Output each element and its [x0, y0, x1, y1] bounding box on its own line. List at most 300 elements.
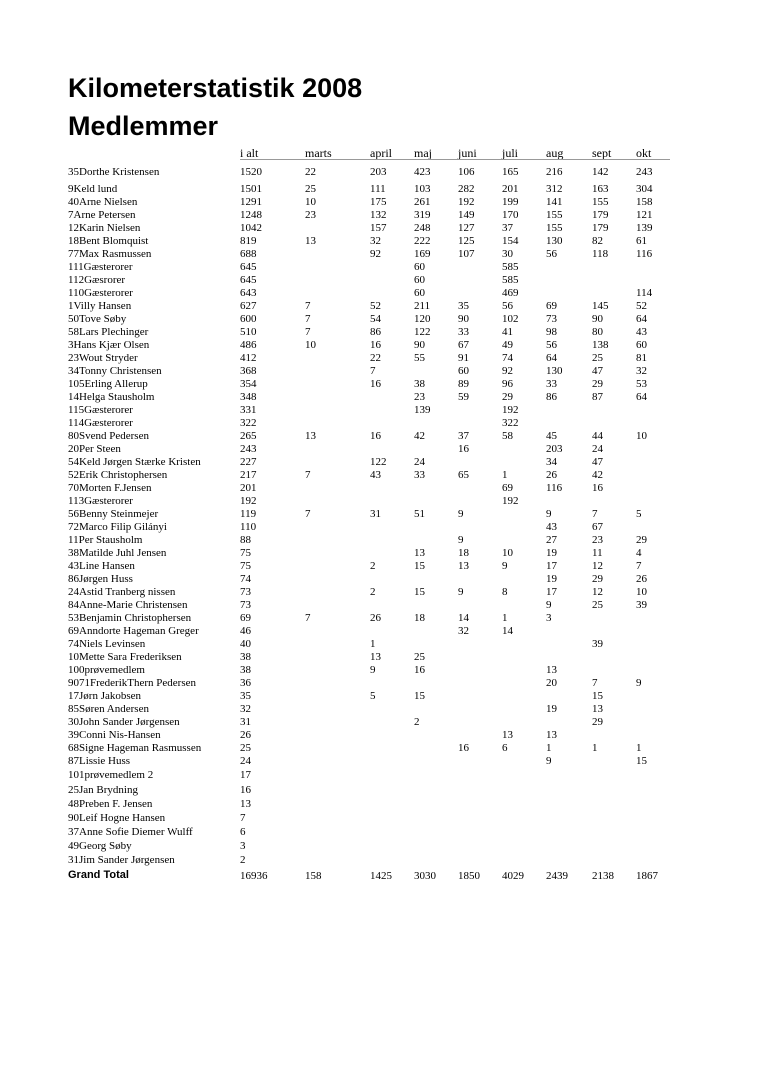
member-name: 39Conni Nis-Hansen — [68, 729, 161, 741]
km-value: 43 — [636, 326, 647, 338]
km-value: 13 — [370, 651, 381, 663]
km-value: 55 — [414, 352, 425, 364]
column-header: juli — [502, 146, 519, 160]
km-value: 5 — [370, 690, 376, 702]
km-value: 16 — [458, 742, 469, 754]
km-value: 37 — [458, 430, 469, 442]
km-value: 25 — [240, 742, 251, 754]
km-value: 7 — [240, 812, 246, 824]
km-value: 217 — [240, 469, 257, 481]
member-name: 37Anne Sofie Diemer Wulff — [68, 826, 193, 838]
km-value: 130 — [546, 365, 563, 377]
member-name: 68Signe Hageman Rasmussen — [68, 742, 202, 754]
km-value: 201 — [240, 482, 257, 494]
member-name: 100prøvemedlem — [68, 664, 145, 676]
km-value: 243 — [240, 443, 257, 455]
member-name: 69Anndorte Hageman Greger — [68, 625, 199, 637]
column-header: april — [370, 146, 392, 160]
member-name: 7Arne Petersen — [68, 209, 136, 221]
km-value: 7 — [305, 612, 311, 624]
member-name: 84Anne-Marie Christensen — [68, 599, 188, 611]
km-value: 7 — [305, 508, 311, 520]
km-value: 9 — [636, 677, 642, 689]
column-header: i alt — [240, 146, 259, 160]
km-value: 73 — [240, 586, 251, 598]
member-name: 70Morten F.Jensen — [68, 482, 152, 494]
km-value: 75 — [240, 547, 251, 559]
km-value: 32 — [458, 625, 469, 637]
km-value: 211 — [414, 300, 431, 312]
km-value: 44 — [592, 430, 603, 442]
km-value: 33 — [458, 326, 469, 338]
km-value: 227 — [240, 456, 257, 468]
km-value: 1 — [636, 742, 642, 754]
km-value: 1042 — [240, 222, 262, 234]
km-value: 73 — [546, 313, 557, 325]
km-value: 158 — [636, 196, 653, 208]
km-value: 26 — [240, 729, 251, 741]
km-value: 12 — [592, 586, 603, 598]
km-value: 116 — [636, 248, 653, 260]
km-value: 1501 — [240, 183, 262, 195]
km-value: 80 — [592, 326, 603, 338]
km-value: 90 — [414, 339, 425, 351]
member-name: 90Leif Hogne Hansen — [68, 812, 166, 824]
km-value: 688 — [240, 248, 257, 260]
km-value: 74 — [240, 573, 251, 585]
km-value: 9 — [370, 664, 376, 676]
km-value: 54 — [370, 313, 381, 325]
member-name: 113Gæsterorer — [68, 495, 133, 507]
km-value: 60 — [414, 261, 425, 273]
km-value: 1 — [592, 742, 598, 754]
km-value: 5 — [636, 508, 642, 520]
km-value: 139 — [414, 404, 431, 416]
km-value: 87 — [592, 391, 603, 403]
km-value: 13 — [458, 560, 469, 572]
km-value: 3 — [240, 840, 246, 852]
km-value: 29 — [636, 534, 647, 546]
member-name: 40Arne Nielsen — [68, 196, 138, 208]
km-value: 155 — [546, 222, 563, 234]
km-value: 13 — [592, 703, 603, 715]
km-value: 51 — [414, 508, 425, 520]
km-value: 627 — [240, 300, 257, 312]
km-value: 9 — [458, 508, 464, 520]
km-value: 23 — [592, 534, 603, 546]
page-subtitle: Medlemmer — [68, 111, 219, 141]
member-name: 23Wout Stryder — [68, 352, 138, 364]
km-value: 60 — [414, 287, 425, 299]
km-value: 32 — [240, 703, 251, 715]
km-value: 20 — [546, 677, 557, 689]
km-value: 7 — [636, 560, 642, 572]
km-value: 203 — [370, 166, 387, 178]
grand-total-value: 2439 — [546, 870, 568, 882]
km-value: 38 — [240, 664, 251, 676]
km-value: 469 — [502, 287, 519, 299]
km-value: 89 — [458, 378, 469, 390]
km-value: 52 — [636, 300, 647, 312]
km-value: 25 — [592, 352, 603, 364]
km-value: 6 — [240, 826, 246, 838]
km-value: 67 — [592, 521, 603, 533]
km-value: 18 — [458, 547, 469, 559]
member-name: 35Dorthe Kristensen — [68, 166, 160, 178]
member-name: 58Lars Plechinger — [68, 326, 149, 338]
km-value: 265 — [240, 430, 257, 442]
km-value: 14 — [458, 612, 469, 624]
grand-total-value: 1867 — [636, 870, 658, 882]
column-header: sept — [592, 146, 612, 160]
km-value: 32 — [636, 365, 647, 377]
km-value: 64 — [636, 391, 647, 403]
km-value: 74 — [502, 352, 513, 364]
km-value: 17 — [546, 586, 557, 598]
member-name: 24Astid Tranberg nissen — [68, 586, 176, 598]
km-value: 138 — [592, 339, 609, 351]
km-value: 12 — [592, 560, 603, 572]
member-name: 86Jørgen Huss — [68, 573, 133, 585]
km-value: 52 — [370, 300, 381, 312]
km-value: 13 — [305, 235, 316, 247]
km-value: 10 — [636, 586, 647, 598]
km-value: 8 — [502, 586, 508, 598]
member-name: 111Gæsterorer — [68, 261, 133, 273]
km-value: 56 — [546, 248, 557, 260]
km-value: 423 — [414, 166, 431, 178]
member-name: 85Søren Andersen — [68, 703, 149, 715]
km-value: 122 — [370, 456, 387, 468]
km-value: 199 — [502, 196, 519, 208]
km-value: 155 — [546, 209, 563, 221]
grand-total-value: 1425 — [370, 870, 392, 882]
km-value: 149 — [458, 209, 475, 221]
member-name: 38Matilde Juhl Jensen — [68, 547, 167, 559]
km-value: 120 — [414, 313, 431, 325]
member-name: 77Max Rasmussen — [68, 248, 152, 260]
km-value: 9 — [546, 508, 552, 520]
km-value: 222 — [414, 235, 431, 247]
member-name: 87Lissie Huss — [68, 755, 131, 767]
km-value: 15 — [414, 586, 425, 598]
km-value: 16 — [414, 664, 425, 676]
km-value: 33 — [546, 378, 557, 390]
km-value: 19 — [546, 703, 557, 715]
grand-total-value: 4029 — [502, 870, 524, 882]
km-value: 16 — [592, 482, 603, 494]
km-value: 29 — [592, 378, 603, 390]
km-value: 13 — [240, 798, 251, 810]
km-value: 59 — [458, 391, 469, 403]
member-name: 49Georg Søby — [68, 840, 132, 852]
km-value: 38 — [414, 378, 425, 390]
km-value: 17 — [240, 769, 251, 781]
member-name: 80Svend Pedersen — [68, 430, 149, 442]
km-value: 67 — [458, 339, 469, 351]
km-value: 41 — [502, 326, 513, 338]
member-name: 14Helga Stausholm — [68, 391, 155, 403]
member-name: 30John Sander Jørgensen — [68, 716, 180, 728]
member-name: 105Erling Allerup — [68, 378, 148, 390]
km-value: 23 — [305, 209, 316, 221]
column-header: okt — [636, 146, 652, 160]
km-value: 32 — [370, 235, 381, 247]
km-value: 102 — [502, 313, 519, 325]
km-value: 10 — [305, 196, 316, 208]
km-value: 179 — [592, 209, 609, 221]
km-value: 42 — [414, 430, 425, 442]
page-title: Kilometerstatistik 2008 — [68, 73, 363, 103]
km-value: 33 — [414, 469, 425, 481]
km-value: 122 — [414, 326, 431, 338]
km-value: 643 — [240, 287, 257, 299]
km-value: 27 — [546, 534, 557, 546]
km-value: 64 — [636, 313, 647, 325]
km-value: 192 — [502, 404, 519, 416]
km-value: 9 — [546, 755, 552, 767]
km-value: 1 — [502, 469, 508, 481]
member-name: 34Tonny Christensen — [68, 365, 162, 377]
km-value: 90 — [458, 313, 469, 325]
km-value: 15 — [636, 755, 647, 767]
km-value: 157 — [370, 222, 387, 234]
member-name: 112Gæsrorer — [68, 274, 126, 286]
km-value: 60 — [458, 365, 469, 377]
km-value: 154 — [502, 235, 519, 247]
km-value: 118 — [592, 248, 609, 260]
km-value: 192 — [458, 196, 475, 208]
km-value: 9 — [546, 599, 552, 611]
km-value: 24 — [414, 456, 425, 468]
km-value: 34 — [546, 456, 557, 468]
km-value: 19 — [546, 547, 557, 559]
km-value: 1248 — [240, 209, 262, 221]
km-value: 58 — [502, 430, 513, 442]
km-value: 600 — [240, 313, 257, 325]
km-value: 13 — [546, 664, 557, 676]
km-value: 132 — [370, 209, 387, 221]
km-value: 125 — [458, 235, 475, 247]
km-value: 7 — [305, 326, 311, 338]
km-value: 486 — [240, 339, 257, 351]
km-value: 39 — [592, 638, 603, 650]
member-name: 48Preben F. Jensen — [68, 798, 153, 810]
km-value: 13 — [546, 729, 557, 741]
km-value: 145 — [592, 300, 609, 312]
header-divider — [240, 159, 670, 160]
km-value: 42 — [592, 469, 603, 481]
km-value: 2 — [414, 716, 420, 728]
grand-total-value: 2138 — [592, 870, 614, 882]
km-value: 60 — [636, 339, 647, 351]
column-header: maj — [414, 146, 432, 160]
member-name: 20Per Steen — [68, 443, 121, 455]
km-value: 30 — [502, 248, 513, 260]
km-value: 7 — [305, 300, 311, 312]
km-value: 216 — [546, 166, 563, 178]
km-value: 510 — [240, 326, 257, 338]
km-value: 46 — [240, 625, 251, 637]
member-name: 25Jan Brydning — [68, 784, 138, 796]
member-name: 72Marco Filip Gilányi — [68, 521, 167, 533]
km-value: 106 — [458, 166, 475, 178]
km-value: 96 — [502, 378, 513, 390]
km-value: 92 — [502, 365, 513, 377]
km-value: 16 — [370, 339, 381, 351]
km-value: 88 — [240, 534, 251, 546]
member-name: 110Gæsterorer — [68, 287, 133, 299]
km-value: 1291 — [240, 196, 262, 208]
km-value: 26 — [546, 469, 557, 481]
km-value: 165 — [502, 166, 519, 178]
km-value: 114 — [636, 287, 653, 299]
km-value: 35 — [240, 690, 251, 702]
km-value: 322 — [502, 417, 519, 429]
km-value: 69 — [502, 482, 513, 494]
member-name: 12Karin Nielsen — [68, 222, 141, 234]
km-value: 47 — [592, 456, 603, 468]
km-value: 203 — [546, 443, 563, 455]
km-value: 56 — [546, 339, 557, 351]
km-value: 90 — [592, 313, 603, 325]
km-value: 29 — [592, 716, 603, 728]
km-value: 98 — [546, 326, 557, 338]
km-value: 43 — [370, 469, 381, 481]
member-name: 74Niels Levinsen — [68, 638, 146, 650]
km-value: 10 — [502, 547, 513, 559]
km-value: 9 — [458, 534, 464, 546]
km-value: 37 — [502, 222, 513, 234]
km-value: 26 — [370, 612, 381, 624]
km-value: 2 — [370, 560, 376, 572]
member-name: 1Villy Hansen — [68, 300, 132, 312]
km-value: 412 — [240, 352, 257, 364]
km-value: 73 — [240, 599, 251, 611]
km-value: 13 — [502, 729, 513, 741]
member-name: 11Per Stausholm — [68, 534, 143, 546]
km-value: 2 — [370, 586, 376, 598]
member-name: 9Keld lund — [68, 183, 118, 195]
km-value: 201 — [502, 183, 519, 195]
km-value: 142 — [592, 166, 609, 178]
grand-total-value: 16936 — [240, 870, 268, 882]
member-name: 31Jim Sander Jørgensen — [68, 854, 175, 866]
km-value: 111 — [370, 183, 386, 195]
km-value: 86 — [370, 326, 381, 338]
km-value: 14 — [502, 625, 513, 637]
km-value: 24 — [240, 755, 251, 767]
km-value: 91 — [458, 352, 469, 364]
km-value: 16 — [240, 784, 251, 796]
km-value: 61 — [636, 235, 647, 247]
km-value: 163 — [592, 183, 609, 195]
km-value: 248 — [414, 222, 431, 234]
km-value: 261 — [414, 196, 431, 208]
km-value: 116 — [546, 482, 563, 494]
km-value: 141 — [546, 196, 563, 208]
km-value: 348 — [240, 391, 257, 403]
km-value: 26 — [636, 573, 647, 585]
km-value: 368 — [240, 365, 257, 377]
km-value: 6 — [502, 742, 508, 754]
member-name: 53Benjamin Christophersen — [68, 612, 192, 624]
km-value: 7 — [370, 365, 376, 377]
km-value: 304 — [636, 183, 653, 195]
km-value: 127 — [458, 222, 475, 234]
km-value: 24 — [592, 443, 603, 455]
km-value: 243 — [636, 166, 653, 178]
km-value: 29 — [592, 573, 603, 585]
grand-total-value: 3030 — [414, 870, 436, 882]
member-name: 115Gæsterorer — [68, 404, 133, 416]
km-value: 56 — [502, 300, 513, 312]
km-value: 1 — [370, 638, 376, 650]
member-name: 9071FrederikThern Pedersen — [68, 677, 196, 689]
km-value: 19 — [546, 573, 557, 585]
km-value: 107 — [458, 248, 475, 260]
km-value: 53 — [636, 378, 647, 390]
km-value: 10 — [636, 430, 647, 442]
km-value: 282 — [458, 183, 475, 195]
km-value: 81 — [636, 352, 647, 364]
km-value: 1 — [502, 612, 508, 624]
km-value: 7 — [305, 313, 311, 325]
km-value: 25 — [592, 599, 603, 611]
km-value: 192 — [502, 495, 519, 507]
km-value: 75 — [240, 560, 251, 572]
km-value: 23 — [414, 391, 425, 403]
km-value: 645 — [240, 261, 257, 273]
km-value: 15 — [414, 690, 425, 702]
member-name: 10Mette Sara Frederiksen — [68, 651, 182, 663]
member-name: 56Benny Steinmejer — [68, 508, 159, 520]
km-value: 49 — [502, 339, 513, 351]
grand-total-value: 1850 — [458, 870, 480, 882]
km-value: 38 — [240, 651, 251, 663]
km-value: 10 — [305, 339, 316, 351]
km-value: 82 — [592, 235, 603, 247]
km-value: 18 — [414, 612, 425, 624]
km-value: 354 — [240, 378, 257, 390]
km-value: 322 — [240, 417, 257, 429]
km-value: 64 — [546, 352, 557, 364]
member-name: 43Line Hansen — [68, 560, 135, 572]
member-name: 114Gæsterorer — [68, 417, 133, 429]
km-value: 4 — [636, 547, 642, 559]
km-value: 7 — [592, 677, 598, 689]
km-value: 16 — [458, 443, 469, 455]
km-value: 1 — [546, 742, 552, 754]
grand-total-label: Grand Total — [68, 869, 129, 881]
km-value: 139 — [636, 222, 653, 234]
km-value: 31 — [240, 716, 251, 728]
km-value: 15 — [592, 690, 603, 702]
km-value: 169 — [414, 248, 431, 260]
km-value: 40 — [240, 638, 251, 650]
km-value: 7 — [305, 469, 311, 481]
member-name: 101prøvemedlem 2 — [68, 769, 154, 781]
column-header: aug — [546, 146, 564, 160]
km-value: 110 — [240, 521, 257, 533]
km-value: 15 — [414, 560, 425, 572]
km-value: 192 — [240, 495, 257, 507]
km-value: 3 — [546, 612, 552, 624]
km-value: 69 — [546, 300, 557, 312]
km-value: 170 — [502, 209, 519, 221]
km-value: 9 — [458, 586, 464, 598]
km-value: 22 — [305, 166, 316, 178]
